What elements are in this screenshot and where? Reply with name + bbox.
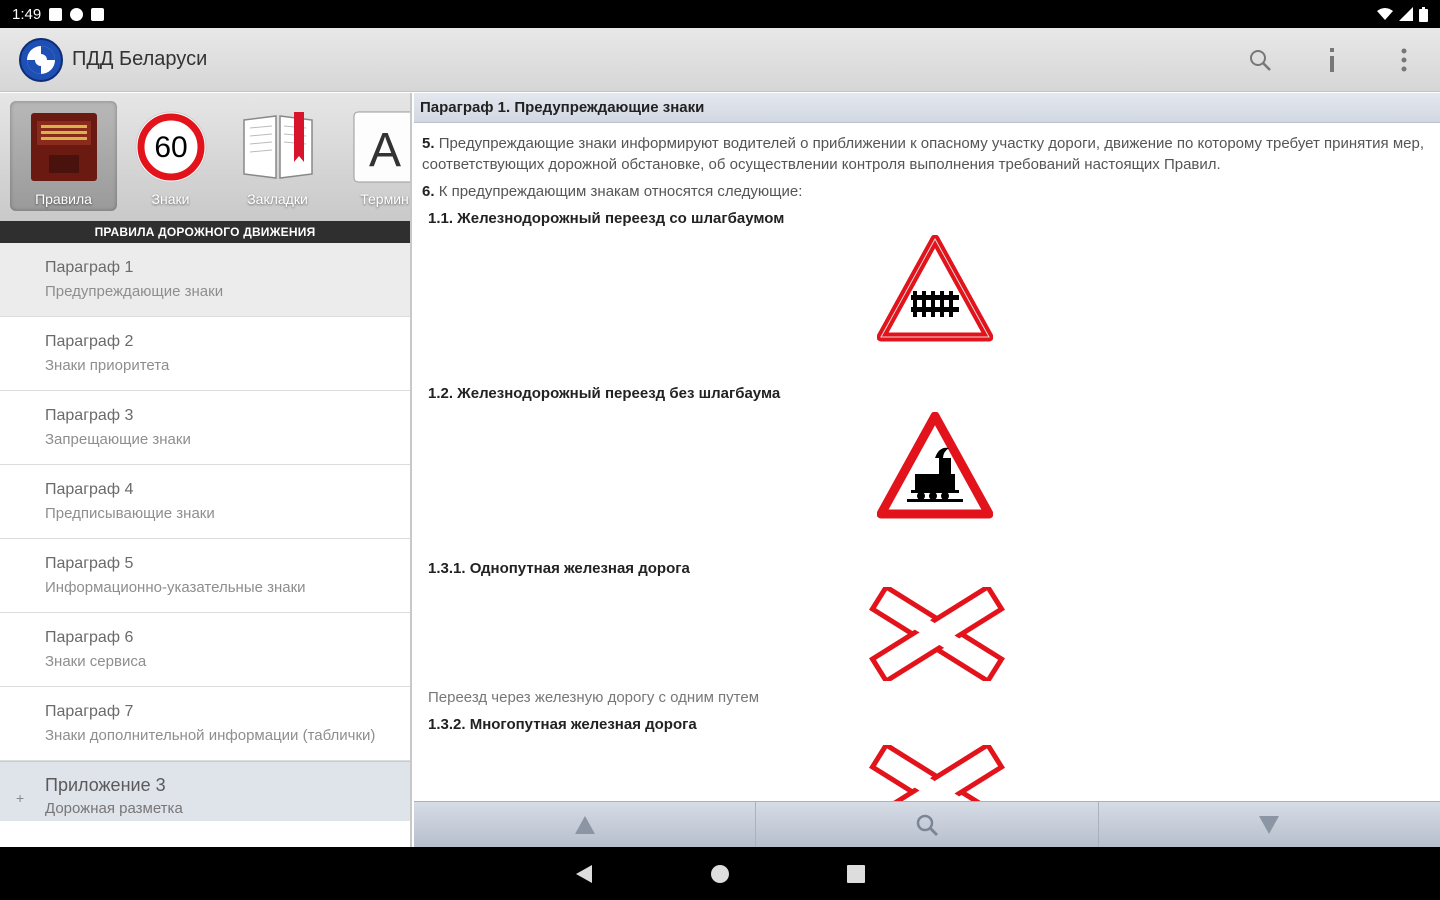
sign-caption: Переезд через железную дорогу с одним путем bbox=[428, 689, 760, 706]
more-vert-icon bbox=[1401, 48, 1407, 72]
dictionary-icon bbox=[350, 110, 411, 184]
list-item[interactable] bbox=[0, 465, 410, 539]
list-item-title: Параграф 1 bbox=[45, 259, 134, 276]
left-panel bbox=[0, 93, 412, 847]
next-button[interactable] bbox=[1099, 802, 1440, 847]
home-button[interactable] bbox=[707, 861, 733, 887]
tab-terms-label: Термин bbox=[360, 191, 409, 207]
arrow-down-icon bbox=[1257, 814, 1281, 836]
list-item-subtitle: Запрещающие знаки bbox=[45, 431, 191, 448]
paragraph-list bbox=[0, 243, 410, 821]
single-track-railway-sign-icon bbox=[867, 587, 1007, 681]
tab-terms[interactable] bbox=[331, 101, 410, 211]
tab-bar bbox=[0, 93, 410, 221]
paragraph-5-text: Предупреждающие знаки информируют водителей о приближении к опасному участку дороги, движение по которому требует принятия мер, соответствующих дорожной обстановке, об осуществлении контроля выполнения требований настоящих Правил. bbox=[422, 135, 1424, 173]
section-header: ПРАВИЛА ДОРОЖНОГО ДВИЖЕНИЯ bbox=[0, 221, 410, 243]
appendix-group[interactable] bbox=[0, 761, 410, 821]
sign-title: 1.2. Железнодорожный переезд без шлагбаума bbox=[428, 385, 781, 402]
list-item[interactable] bbox=[0, 613, 410, 687]
search-icon bbox=[915, 813, 939, 837]
back-button[interactable] bbox=[571, 861, 597, 887]
app-logo-icon bbox=[18, 37, 64, 83]
system-navigation-bar bbox=[0, 847, 1440, 900]
back-icon bbox=[574, 863, 594, 885]
list-item-subtitle: Предписывающие знаки bbox=[45, 505, 215, 522]
appendix-title: Приложение 3 bbox=[45, 775, 166, 795]
status-bar bbox=[0, 0, 1440, 28]
app-bar bbox=[0, 28, 1440, 92]
sign-block-1-3-2 bbox=[422, 714, 1432, 801]
tab-rules[interactable] bbox=[10, 101, 117, 211]
sign-title: 1.3.1. Однопутная железная дорога bbox=[428, 560, 690, 577]
appendix-subtitle: Дорожная разметка bbox=[45, 800, 183, 817]
tab-rules-label: Правила bbox=[35, 191, 92, 207]
sign-title: 1.1. Железнодорожный переезд со шлагбаумом bbox=[428, 210, 785, 227]
list-item-subtitle: Информационно-указательные знаки bbox=[45, 579, 306, 596]
book-icon bbox=[29, 111, 99, 183]
list-item-title: Параграф 5 bbox=[45, 555, 134, 572]
tab-signs[interactable] bbox=[117, 101, 224, 211]
list-item-title: Параграф 7 bbox=[45, 703, 134, 720]
paragraph-5-number: 5. bbox=[422, 135, 435, 152]
find-in-document-button[interactable] bbox=[756, 802, 1098, 847]
sd-card-icon bbox=[91, 8, 104, 21]
speed-limit-text: 60 bbox=[153, 131, 188, 164]
wifi-icon bbox=[1377, 7, 1393, 21]
list-item-subtitle: Предупреждающие знаки bbox=[45, 283, 224, 300]
list-item-title: Параграф 3 bbox=[45, 407, 134, 424]
expand-icon: + bbox=[16, 790, 25, 806]
sign-block-1-2 bbox=[422, 383, 1432, 520]
recents-icon bbox=[847, 865, 865, 883]
paragraph-6-text: К предупреждающим знакам относятся следующие: bbox=[438, 183, 803, 200]
list-item-subtitle: Знаки дополнительной информации (таблички) bbox=[45, 727, 376, 744]
list-item[interactable] bbox=[0, 391, 410, 465]
terms-glyph: A bbox=[368, 124, 401, 177]
home-icon bbox=[710, 864, 730, 884]
search-button[interactable] bbox=[1224, 28, 1296, 92]
list-item[interactable] bbox=[0, 539, 410, 613]
open-book-bookmark-icon bbox=[240, 112, 316, 182]
list-item-title: Параграф 6 bbox=[45, 629, 134, 646]
recents-button[interactable] bbox=[843, 861, 869, 887]
arrow-up-icon bbox=[573, 814, 597, 836]
list-item-title: Параграф 2 bbox=[45, 333, 134, 350]
multi-track-railway-sign-icon bbox=[867, 745, 1007, 801]
overflow-menu-button[interactable] bbox=[1368, 28, 1440, 92]
paragraph-6-number: 6. bbox=[422, 183, 435, 200]
document-view bbox=[414, 93, 1440, 801]
railway-crossing-no-gate-sign-icon bbox=[877, 412, 993, 520]
railway-crossing-gate-sign-icon bbox=[877, 235, 993, 343]
sign-title: 1.3.2. Многопутная железная дорога bbox=[428, 716, 697, 733]
list-item[interactable] bbox=[0, 687, 410, 761]
list-item-title: Параграф 4 bbox=[45, 481, 134, 498]
document-body bbox=[414, 123, 1440, 801]
list-item[interactable] bbox=[0, 243, 410, 317]
status-time: 1:49 bbox=[12, 5, 42, 23]
paragraph-6 bbox=[422, 181, 1432, 202]
notification-icon bbox=[49, 8, 62, 21]
tab-signs-label: Знаки bbox=[151, 191, 190, 207]
app-title: ПДД Беларуси bbox=[72, 48, 208, 70]
info-button[interactable] bbox=[1296, 28, 1368, 92]
list-item-subtitle: Знаки сервиса bbox=[45, 653, 147, 670]
sign-block-1-1 bbox=[422, 208, 1432, 343]
document-header: Параграф 1. Предупреждающие знаки bbox=[414, 93, 1440, 123]
search-icon bbox=[1248, 48, 1272, 72]
app-notification-icon bbox=[70, 8, 83, 21]
list-item-subtitle: Знаки приоритета bbox=[45, 357, 170, 374]
document-toolbar bbox=[414, 801, 1440, 847]
previous-button[interactable] bbox=[414, 802, 756, 847]
signal-icon bbox=[1399, 7, 1413, 21]
battery-icon bbox=[1419, 7, 1428, 22]
sign-block-1-3-1 bbox=[422, 558, 1432, 681]
info-icon bbox=[1328, 48, 1336, 72]
tab-bookmarks-label: Закладки bbox=[247, 191, 308, 207]
speed-limit-sign-icon bbox=[134, 110, 208, 184]
list-item[interactable] bbox=[0, 317, 410, 391]
tab-bookmarks[interactable] bbox=[224, 101, 331, 211]
paragraph-5 bbox=[422, 133, 1432, 175]
